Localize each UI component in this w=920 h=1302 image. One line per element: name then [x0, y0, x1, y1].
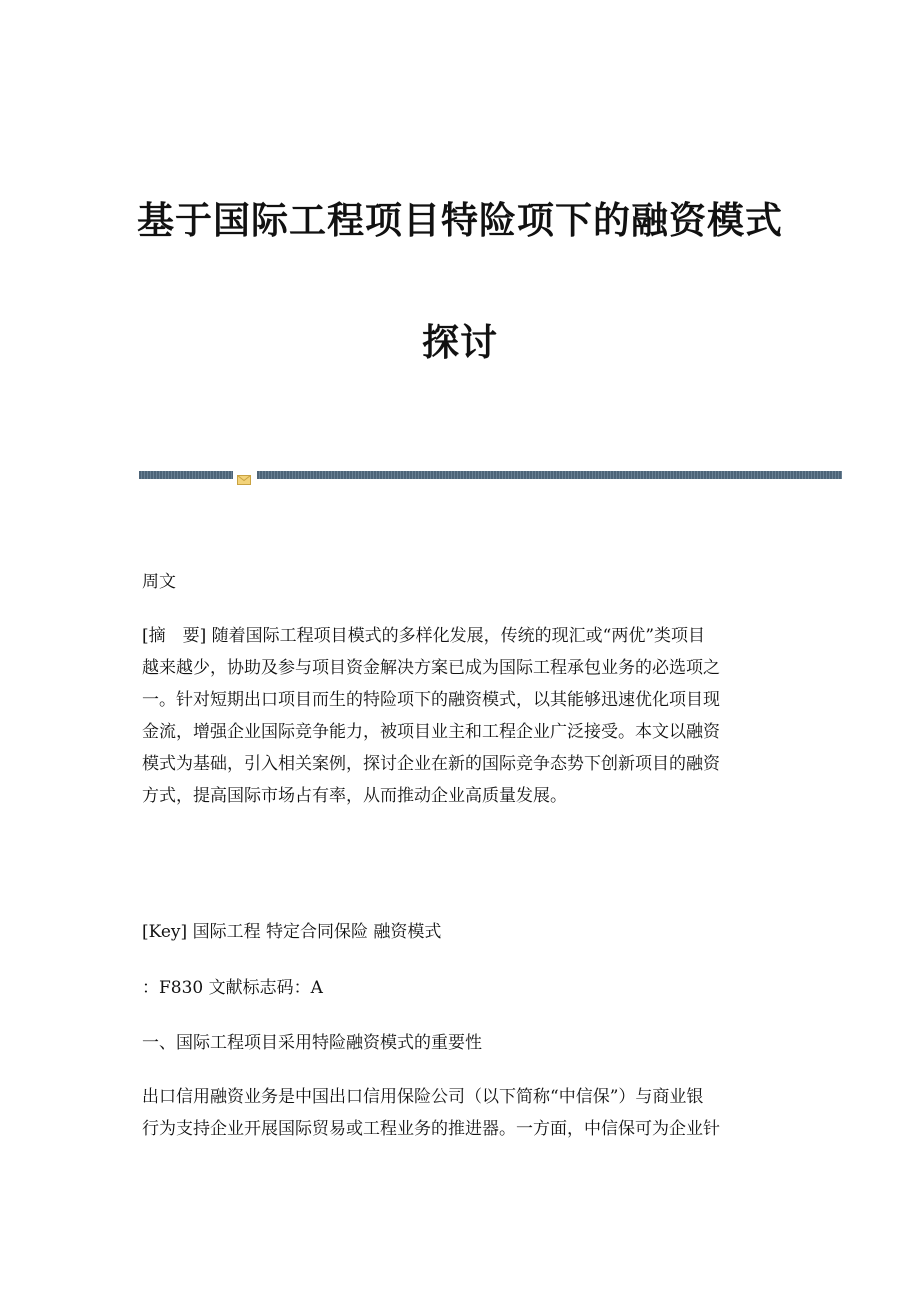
section-heading: 一、国际工程项目采用特险融资模式的重要性: [142, 1033, 482, 1053]
document-title-line-2: 探讨: [422, 321, 498, 364]
body-line: 出口信用融资业务是中国出口信用保险公司（以下简称“中信保”）与商业银: [142, 1087, 704, 1107]
title-divider: [139, 470, 842, 480]
abstract-line: 方式，提高国际市场占有率，从而推动企业高质量发展。: [142, 786, 567, 806]
abstract-line: 一。针对短期出口项目而生的特险项下的融资模式，以其能够迅速优化项目现: [142, 690, 720, 710]
author-name: 周文: [142, 572, 176, 592]
abstract-line: 金流，增强企业国际竞争能力，被项目业主和工程企业广泛接受。本文以融资: [142, 722, 720, 742]
abstract: [142, 620, 782, 812]
body-line: 行为支持企业开展国际贸易或工程业务的推进器。一方面，中信保可为企业针: [142, 1119, 720, 1139]
divider-bar-left: [139, 471, 233, 479]
document-title-line-1: 基于国际工程项目特险项下的融资模式: [137, 199, 783, 242]
body-paragraph: [142, 1081, 782, 1145]
abstract-line: 越来越少，协助及参与项目资金解决方案已成为国际工程承包业务的必选项之: [142, 658, 720, 678]
keywords: [Key] 国际工程 特定合同保险 融资模式: [142, 922, 442, 942]
divider-bar-right: [257, 471, 842, 479]
envelope-icon: [237, 470, 251, 480]
abstract-line: 模式为基础，引入相关案例，探讨企业在新的国际竞争态势下创新项目的融资: [142, 754, 720, 774]
classification-code: ：F830 文献标志码：A: [142, 978, 323, 998]
abstract-line: [摘 要] 随着国际工程项目模式的多样化发展，传统的现汇或“两优”类项目: [142, 626, 706, 646]
